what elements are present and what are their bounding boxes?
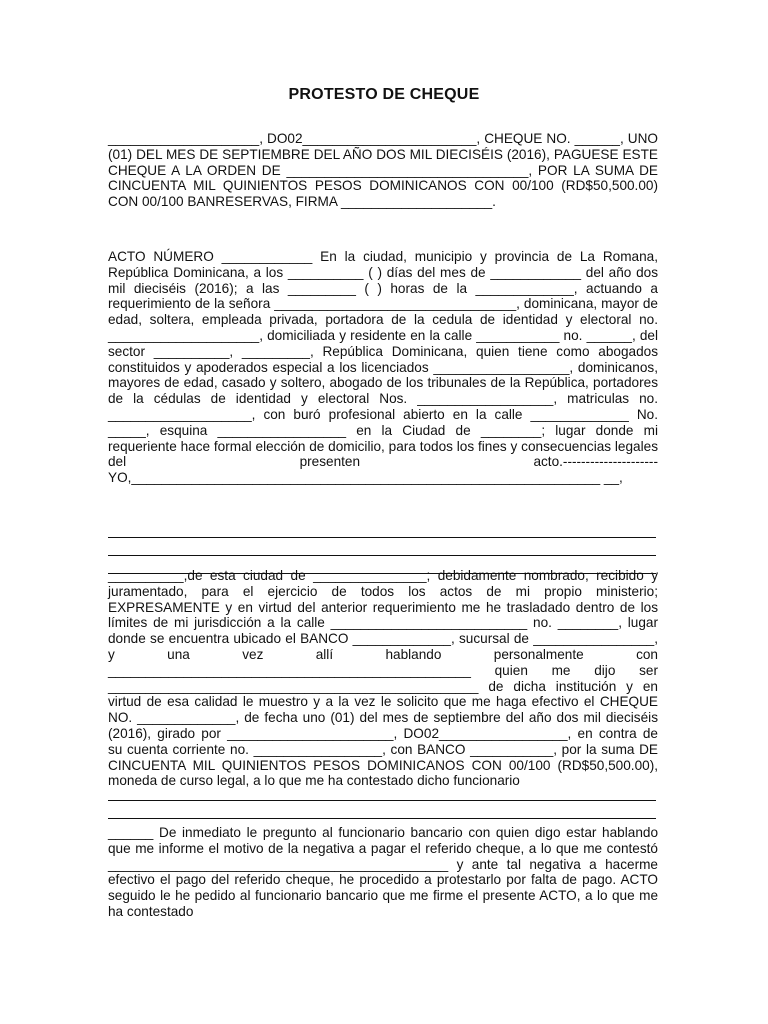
blank-line xyxy=(108,783,656,801)
final-text: ______ De inmediato le pregunto al funcionario bancario con quien digo estar hablando que me informe el motivo de la negativa a pagar el referido cheque, a lo que me contestó _____________________________________________ y ante tal negativa a hacerme efectivo el pago del referido cheque, he procedido a protestarlo por falta de pago. ACTO seguido le he pedido al funcionario bancario que me firme el presente ACTO, a lo que me ha contestado xyxy=(108,825,658,919)
alguacil-text: __________,de esta ciudad de _______________; debidamente nombrado, recibido y juramentado, para el ejercicio de todos los actos de mi propio ministerio; EXPRESAMENTE y en virtud del anterior requerimiento me he trasladado dentro de los límites de mi jurisdicción a la calle __________________________ no. ________, lugar donde se encuentra ubicado el BANCO _____________, sucursal de ________________, y una vez allí hablando personalmente con ________________________________________________ quien me dijo ser _________________________________________________ de dicha institución y en virtud de esa calidad le muestro y a la vez le solicito que me haga efectivo el CHEQUE NO. _____________, de fecha uno (01) del mes de septiembre del año dos mil dieciséis (2016), girado por ______________________, DO02_________________, en contra de su cuenta corriente no. _________________, con BANCO ___________, por la suma DE CINCUENTA MIL QUINIENTOS PESOS DOMINICANOS CON 00/100 (RD$50,500.00), moneda de curso legal, a lo que me ha contestado dicho funcionario xyxy=(108,568,658,789)
acto-paragraph xyxy=(108,249,658,486)
blank-line xyxy=(108,538,656,556)
document-title: PROTESTO DE CHEQUE xyxy=(288,86,480,103)
blank-lines-after-yo xyxy=(108,520,656,574)
blank-line xyxy=(108,801,656,819)
blank-line xyxy=(108,520,656,538)
blank-lines-funcionario-answer xyxy=(108,783,656,819)
alguacil-paragraph xyxy=(108,568,658,789)
acto-text: ACTO NÚMERO ____________ En la ciudad, municipio y provincia de La Romana, República Dominicana, a los __________ ( ) días del mes de ____________ del año dos mil dieciséis (2016); a las _________ ( ) horas de la _____________, actuando a requerimiento de la señora ________________________________, dominicana, mayor de edad, soltera, empleada privada, portadora de la cedula de identidad y electoral no. ____________________, domiciliada y residente en la calle ___________ no. ______, del sector __________, _________, República Dominicana, quien tiene como abogados constituidos y apoderados especial a los licenciados __________________, dominicanos, mayores de edad, casado y soltero, abogado de los tribunales de la República, portadores de la cédulas de identidad y electoral Nos. __________________, matriculas no. ___________________, con buró profesional abierto en la calle _____________ No. _____, esquina _________________ en la Ciudad de ________; lugar donde mi requeriente hace formal elección de domicilio, para todos los fines y consecuencias legales del presenten acto.---------------------YO,______________________________________________________________ __, xyxy=(108,249,658,486)
final-paragraph xyxy=(108,825,658,920)
cheque-header-paragraph xyxy=(108,131,658,210)
cheque-header-text: ____________________, DO02_______________________, CHEQUE NO. ______, UNO (01) DEL MES DE SEPTIEMBRE DEL AÑO DOS MIL DIECISÉIS (2016), PAGUESE ESTE CHEQUE A LA ORDEN DE ________________________________, POR LA SUMA DE CINCUENTA MIL QUINIENTOS PESOS DOMINICANOS CON 00/100 (RD$50,500.00) CON 00/100 BANRESERVAS, FIRMA ____________________. xyxy=(108,131,658,210)
